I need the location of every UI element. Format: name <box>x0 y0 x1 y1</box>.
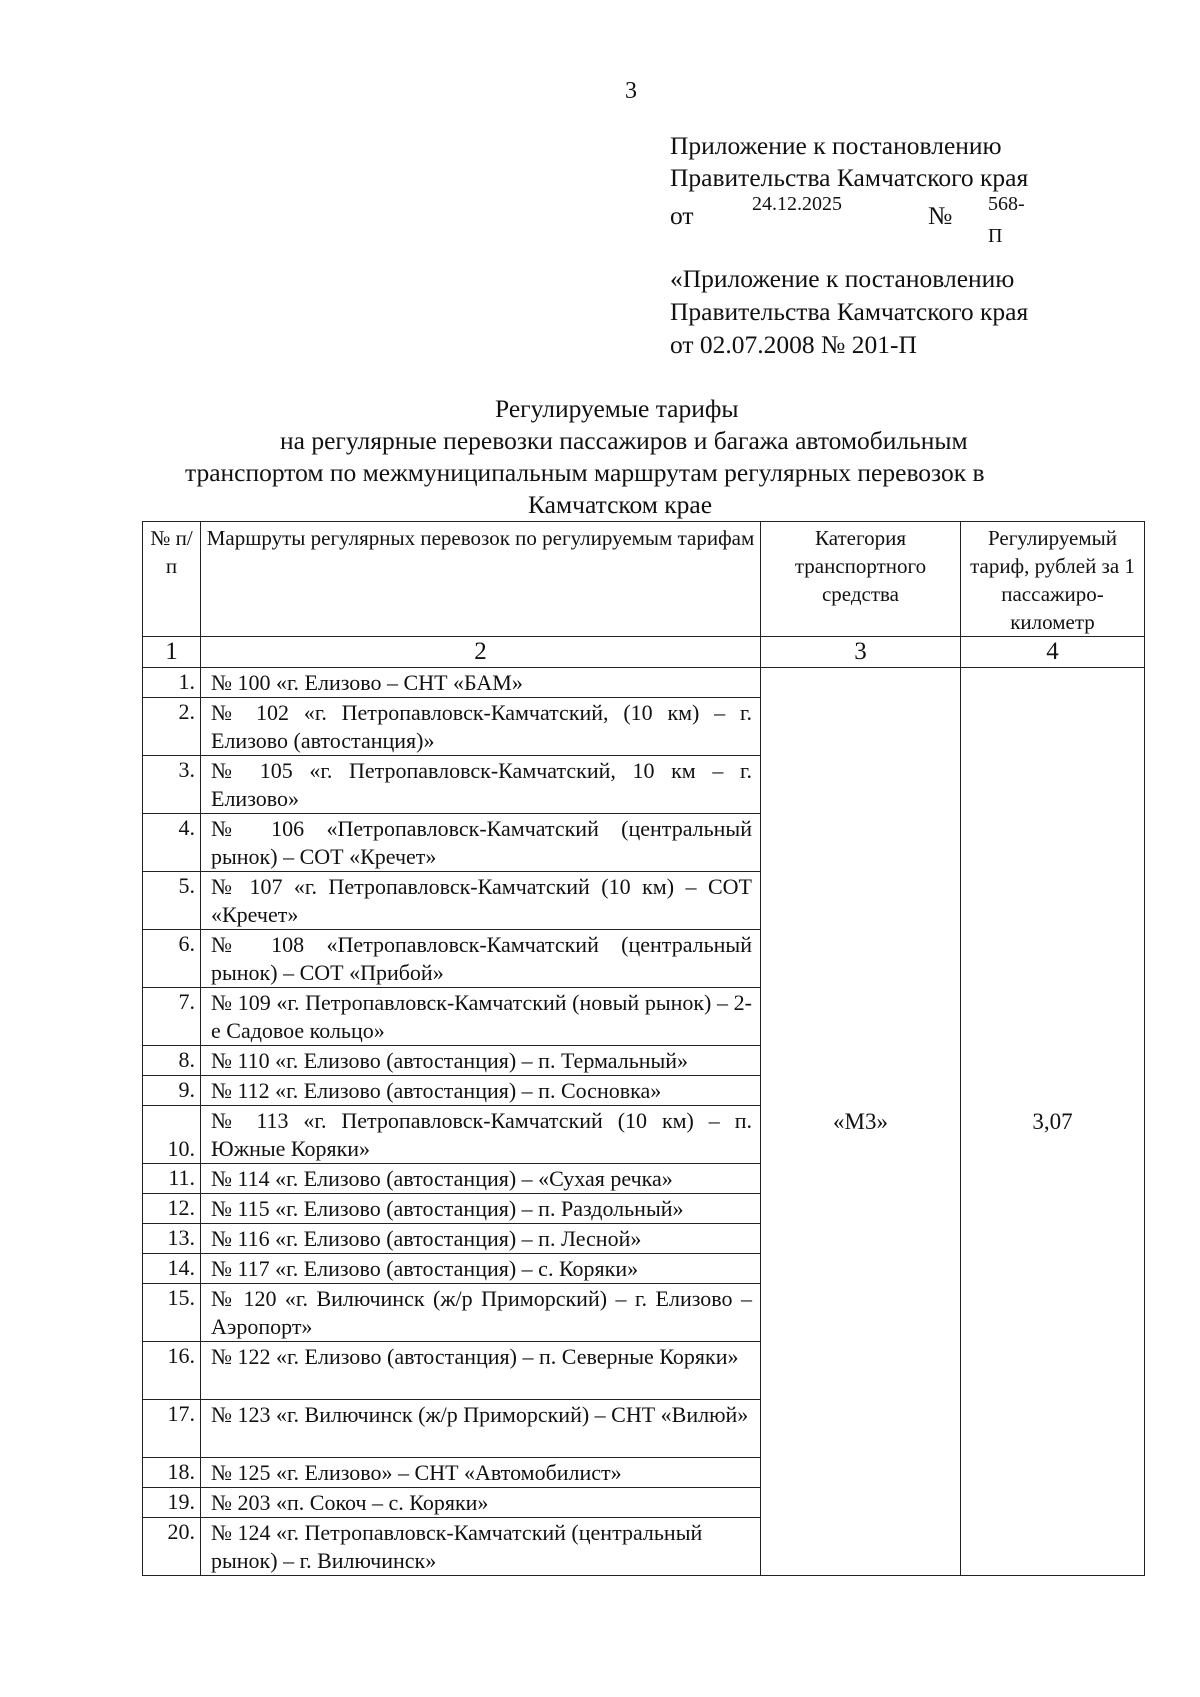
row-number: 8. <box>143 1046 201 1076</box>
route-name: № 107 «г. Петропавловск-Камчатский (10 км) – СОТ «Кречет» <box>201 872 761 930</box>
title-line-3: транспортом по межмуниципальным маршрутам регулярных перевозок в <box>185 458 985 487</box>
table-row <box>143 668 1145 698</box>
row-number: 13. <box>143 1224 201 1254</box>
prev-approval-line-3: от 02.07.2008 № 201-П <box>670 330 917 359</box>
approval-line-1: Приложение к постановлению <box>670 131 1002 160</box>
route-name: № 117 «г. Елизово (автостанция) – с. Коряки» <box>201 1254 761 1284</box>
document-title <box>150 393 1080 521</box>
row-number: 12. <box>143 1194 201 1224</box>
tariff-table-wrapper <box>142 521 1144 1576</box>
approval-line-2: Правительства Камчатского края <box>670 163 1029 192</box>
route-name: № 109 «г. Петропавловск-Камчатский (новый рынок) – 2-е Садовое кольцо» <box>201 988 761 1046</box>
column-number-row <box>143 637 1145 668</box>
previous-approval-block <box>670 262 1028 361</box>
route-name: № 105 «г. Петропавловск-Камчатский, 10 км – г. Елизово» <box>201 756 761 814</box>
route-name: № 123 «г. Вилючинск (ж/р Приморский) – СНТ «Вилюй» <box>201 1400 761 1458</box>
row-number: 7. <box>143 988 201 1046</box>
approval-date: 24.12.2025 <box>752 193 842 215</box>
row-number: 20. <box>143 1518 201 1576</box>
tariff-value: 3,07 <box>961 668 1145 1576</box>
row-number: 1. <box>143 668 201 698</box>
header-routes: Маршруты регулярных перевозок по регулируемым тарифам <box>201 522 761 637</box>
route-name: № 124 «г. Петропавловск-Камчатский (центральный рынок) – г. Вилючинск» <box>201 1518 761 1576</box>
row-number: 3. <box>143 756 201 814</box>
row-number: 16. <box>143 1342 201 1400</box>
approval-block <box>670 130 1029 247</box>
column-number: 4 <box>961 637 1145 668</box>
row-number: 15. <box>143 1284 201 1342</box>
route-name: № 120 «г. Вилючинск (ж/р Приморский) – г. Елизово – Аэропорт» <box>201 1284 761 1342</box>
column-number: 1 <box>143 637 201 668</box>
row-number: 9. <box>143 1076 201 1106</box>
row-number: 4. <box>143 814 201 872</box>
from-label: от <box>670 201 694 230</box>
title-line-4: Камчатском крае <box>528 490 713 519</box>
route-name: № 106 «Петропавловск-Камчатский (центральный рынок) – СОТ «Кречет» <box>201 814 761 872</box>
prev-approval-line-1: «Приложение к постановлению <box>670 264 1015 293</box>
route-name: № 122 «г. Елизово (автостанция) – п. Северные Коряки» <box>201 1342 761 1400</box>
route-name: № 203 «п. Сокоч – с. Коряки» <box>201 1488 761 1518</box>
row-number: 10. <box>143 1106 201 1164</box>
route-name: № 113 «г. Петропавловск-Камчатский (10 км) – п. Южные Коряки» <box>201 1106 761 1164</box>
route-name: № 102 «г. Петропавловск-Камчатский, (10 км) – г. Елизово (автостанция)» <box>201 698 761 756</box>
header-tariff: Регулируемый тариф, рублей за 1 пассажиро-километр <box>961 522 1145 637</box>
approval-number: 568-П <box>988 193 1025 247</box>
title-line-2: на регулярные перевозки пассажиров и багажа автомобильным <box>280 426 968 455</box>
route-name: № 116 «г. Елизово (автостанция) – п. Лесной» <box>201 1224 761 1254</box>
approval-date-line <box>670 193 1028 247</box>
tariff-table <box>142 521 1145 1576</box>
column-number: 3 <box>761 637 961 668</box>
prev-approval-line-2: Правительства Камчатского края <box>670 297 1029 326</box>
page-number: 3 <box>625 78 637 104</box>
route-name: № 108 «Петропавловск-Камчатский (центральный рынок) – СОТ «Прибой» <box>201 930 761 988</box>
number-sign: № <box>928 201 953 230</box>
row-number: 14. <box>143 1254 201 1284</box>
column-number: 2 <box>201 637 761 668</box>
route-name: № 100 «г. Елизово – СНТ «БАМ» <box>201 668 761 698</box>
row-number: 18. <box>143 1458 201 1488</box>
row-number: 2. <box>143 698 201 756</box>
header-number: № п/п <box>143 522 201 637</box>
row-number: 5. <box>143 872 201 930</box>
table-header-row <box>143 522 1145 637</box>
route-name: № 125 «г. Елизово» – СНТ «Автомобилист» <box>201 1458 761 1488</box>
row-number: 19. <box>143 1488 201 1518</box>
vehicle-category: «М3» <box>761 668 961 1576</box>
row-number: 11. <box>143 1164 201 1194</box>
row-number: 6. <box>143 930 201 988</box>
title-line-1: Регулируемые тарифы <box>495 394 739 423</box>
row-number: 17. <box>143 1400 201 1458</box>
route-name: № 112 «г. Елизово (автостанция) – п. Сосновка» <box>201 1076 761 1106</box>
route-name: № 115 «г. Елизово (автостанция) – п. Раздольный» <box>201 1194 761 1224</box>
route-name: № 110 «г. Елизово (автостанция) – п. Термальный» <box>201 1046 761 1076</box>
route-name: № 114 «г. Елизово (автостанция) – «Сухая речка» <box>201 1164 761 1194</box>
header-vehicle-category: Категория транспортного средства <box>761 522 961 637</box>
